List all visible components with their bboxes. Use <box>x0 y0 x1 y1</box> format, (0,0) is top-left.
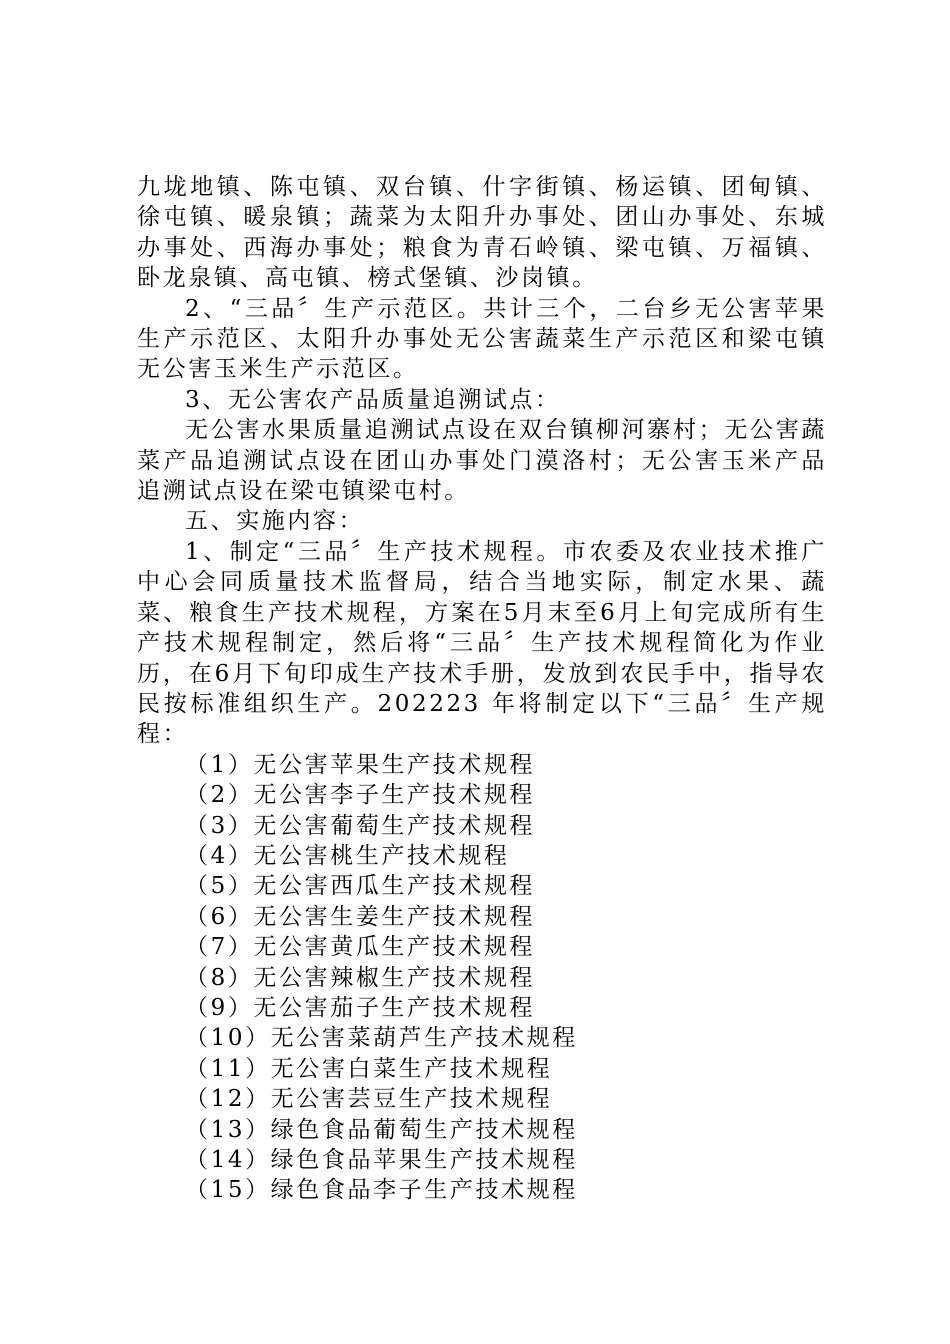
list-item: （3）无公害葡萄生产技术规程 <box>185 812 536 839</box>
list-item: （7）无公害黄瓜生产技术规程 <box>185 934 536 961</box>
list-item: （6）无公害生姜生产技术规程 <box>185 903 536 930</box>
list-item: （10）无公害菜葫芦生产技术规程 <box>185 1025 578 1052</box>
section-heading-implementation: 五、实施内容： <box>185 508 365 535</box>
list-item: （5）无公害西瓜生产技术规程 <box>185 873 536 900</box>
list-item: （13）绿色食品葡萄生产技术规程 <box>185 1116 578 1143</box>
list-item: （8）无公害辣椒生产技术规程 <box>185 964 536 991</box>
document-body <box>137 172 827 1206</box>
paragraph-traceability-heading: 3、无公害农产品质量追溯试点： <box>185 386 561 413</box>
list-item: （12）无公害芸豆生产技术规程 <box>185 1086 553 1113</box>
paragraph-traceability-sites: 无公害水果质量追溯试点设在双台镇柳河寨村；无公害蔬菜产品追溯试点设在团山办事处门漠洛村；无公害玉米产品追溯试点设在梁屯镇梁屯村。 <box>137 417 827 505</box>
list-item: （11）无公害白菜生产技术规程 <box>185 1055 553 1082</box>
paragraph-regulations-intro: 1、制定“三品〞生产技术规程。市农委及农业技术推广中心会同质量技术监督局，结合当地实际，制定水果、蔬菜、粮食生产技术规程，方案在5月末至6月上旬完成所有生产技术规程制定，然后将“三品〞生产技术规程简化为作业历，在6月下旬印成生产技术手册，发放到农民手中，指导农民按标准组织生产。202223 年将制定以下“三品〞生产规程： <box>137 538 827 748</box>
list-item: （15）绿色食品李子生产技术规程 <box>185 1177 578 1204</box>
paragraph-town-list: 九垅地镇、陈屯镇、双台镇、什字街镇、杨运镇、团甸镇、徐屯镇、暖泉镇；蔬菜为太阳升办事处、团山办事处、东城办事处、西海办事处；粮食为青石岭镇、梁屯镇、万福镇、卧龙泉镇、高屯镇、榜式堡镇、沙岗镇。 <box>137 174 827 292</box>
list-item: （2）无公害李子生产技术规程 <box>185 782 536 809</box>
paragraph-demo-zones: 2、“三品〞生产示范区。共计三个，二台乡无公害苹果生产示范区、太阳升办事处无公害蔬菜生产示范区和梁屯镇无公害玉米生产示范区。 <box>137 295 827 383</box>
regulation-list <box>137 750 827 1206</box>
list-item: （9）无公害茄子生产技术规程 <box>185 994 536 1021</box>
list-item: （4）无公害桃生产技术规程 <box>185 842 510 869</box>
list-item: （14）绿色食品苹果生产技术规程 <box>185 1147 578 1173</box>
list-item: （1）无公害苹果生产技术规程 <box>185 751 536 778</box>
